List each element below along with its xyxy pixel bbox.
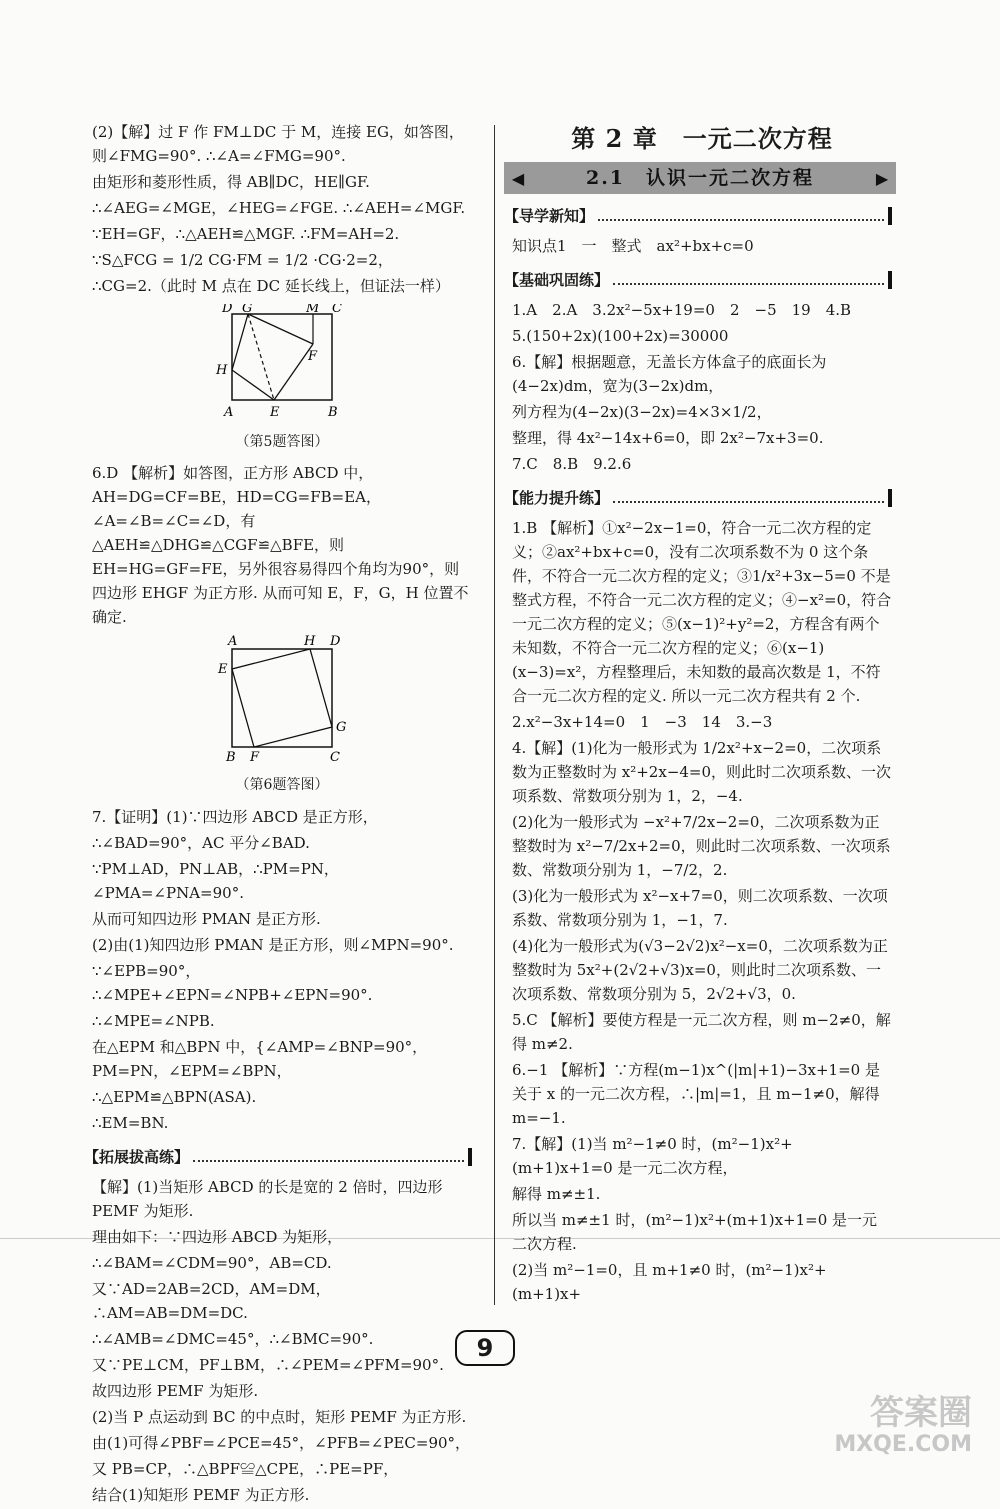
left-column <box>84 120 472 1509</box>
basic-line: 7.C 8.B 9.2.6 <box>512 455 632 474</box>
adv-line: (3)化为一般形式为 x²−x+7=0，则二次项系数、一次项系数、常数项分别为 1，−1，7. <box>512 887 888 930</box>
basic-line: 1.A 2.A 3.2x²−5x+19=0 2 −5 19 4.B <box>512 301 852 320</box>
fig6-label: A <box>228 635 238 650</box>
q5-line: ∵S△FCG = 1/2 CG·FM = 1/2 ·CG·2=2， <box>92 251 393 269</box>
q7-line: ∴EM=BN. <box>92 1113 169 1132</box>
q7-line: ∴△EPM≌△BPN(ASA). <box>92 1087 257 1106</box>
q7-line: 在△EPM 和△BPN 中，{∠AMP=∠BNP=90°，PM=PN，∠EPM=∠BPN， <box>92 1037 428 1080</box>
ext-line: 【解】(1)当矩形 ABCD 的长是宽的 2 倍时，四边形 PEMF 为矩形. <box>92 1177 443 1220</box>
section-title-bar <box>504 162 896 194</box>
right-arrow-icon: ▶ <box>875 168 889 188</box>
basic-line: 整理，得 4x²−14x+6=0，即 2x²−7x+3=0. <box>512 429 824 448</box>
q7-line: (2)由(1)知四边形 PMAN 是正方形，则∠MPN=90°. <box>92 935 454 954</box>
fig6-label: D <box>330 635 341 650</box>
adv-line: 6.−1 【解析】∵方程(m−1)x^(|m|+1)−3x+1=0 是关于 x 的一元二次方程，∴|m|=1，且 m−1≠0，解得 m=−1. <box>512 1061 880 1128</box>
adv-line: 7.【解】(1)当 m²−1≠0 时，(m²−1)x²+(m+1)x+1=0 是一元二次方程， <box>512 1135 793 1178</box>
fig5-label: F <box>308 349 318 364</box>
q6-text: 6.D 【解析】如答图，正方形 ABCD 中，AH=DG=CF=BE，HD=CG=FB=EA，∠A=∠B=∠C=∠D，有△AEH≌△DHG≌△CGF≌△BFE，则 EH=HG=GF=FE，另外很容易得四个角均为90°，则四边形 EHGF 为正方形. 从而可知 E，F，G，H 位置不确定. <box>92 464 469 627</box>
section-end-bar <box>888 271 892 289</box>
knowledge-point: 知识点1 一 整式 ax²+bx+c=0 <box>512 237 754 256</box>
q7-line: ∴∠MPE=∠NPB. <box>92 1011 215 1030</box>
q7-line: 7.【证明】(1)∵四边形 ABCD 是正方形， <box>92 807 378 826</box>
adv-line: 解得 m≠±1. <box>512 1185 601 1204</box>
watermark <box>834 1395 972 1457</box>
section-end-bar <box>468 1148 472 1166</box>
section-title: 2.1 认识一元二次方程 <box>585 167 815 190</box>
section-label: 【导学新知】 <box>504 207 595 226</box>
watermark-text: 答案圈 <box>870 1393 972 1434</box>
q7-line: ∴∠BAD=90°，AC 平分∠BAD. <box>92 833 310 852</box>
section-end-bar <box>888 489 892 507</box>
ext-line: 理由如下：∵四边形 ABCD 为矩形， <box>92 1227 343 1246</box>
column-divider <box>494 125 495 1305</box>
dotted-rule <box>613 489 884 503</box>
adv-line: (4)化为一般形式为(√3−2√2)x²−x=0，二次项系数为正整数时为 5x²+(2√2+√3)x=0，则此时二次项系数、一次项系数、常数项分别为 5，2√2+√3，0. <box>512 937 888 1004</box>
adv-line: (2)当 m²−1=0，且 m+1≠0 时，(m²−1)x²+(m+1)x+ <box>512 1261 827 1304</box>
adv-line: 2.x²−3x+14=0 1 −3 14 3.−3 <box>512 713 773 732</box>
q5-line: (2)【解】过 F 作 FM⊥DC 于 M，连接 EG，如答图，则∠FMG=90°. ∴∠A=∠FMG=90°. <box>92 123 464 165</box>
q5-line: ∴∠AEG=∠MGE，∠HEG=∠FGE. ∴∠AEH=∠MGF. <box>92 199 466 217</box>
section-label: 【能力提升练】 <box>504 489 610 508</box>
section-header-basic <box>504 268 892 292</box>
fig5-label: E <box>270 405 280 420</box>
ext-line: 由(1)可得∠PBF=∠PCE=45°，∠PFB=∠PEC=90°， <box>92 1433 471 1452</box>
fig6-caption: （第6题答图） <box>235 777 329 794</box>
fig6-label: G <box>336 720 347 736</box>
ext-line: 结合(1)知矩形 PEMF 为正方形. <box>92 1485 310 1504</box>
ext-line: ∴∠BAM=∠CDM=90°，AB=CD. <box>92 1253 332 1272</box>
basic-line: 列方程为(4−2x)(3−2x)=4×3×1/2， <box>512 403 772 422</box>
basic-line: 5.(150+2x)(100+2x)=30000 <box>512 327 729 346</box>
section-end-bar <box>888 207 892 225</box>
adv-line: (2)化为一般形式为 −x²+7/2x−2=0，二次项系数为正整数时为 x²−7/2x+2=0，则此时二次项系数、一次项系数、常数项分别为 1，−7/2，2. <box>512 813 891 880</box>
ext-line: ∴∠AMB=∠DMC=45°，∴∠BMC=90°. <box>92 1329 374 1348</box>
q5-line: ∴CG=2.（此时 M 点在 DC 延长线上，但证法一样） <box>92 277 450 295</box>
section-label: 【拓展拔高练】 <box>84 1147 190 1166</box>
fig5-caption: （第5题答图） <box>235 434 329 450</box>
adv-line: 所以当 m≠±1 时，(m²−1)x²+(m+1)x+1=0 是一元二次方程. <box>512 1211 878 1254</box>
page-number: 9 <box>455 1330 515 1366</box>
fig5-label: G <box>242 304 253 316</box>
adv-line: 4.【解】(1)化为一般形式为 1/2x²+x−2=0，二次项系数为正整数时为 x²+2x−4=0，则此时二次项系数、一次项系数、常数项分别为 1，2，−4. <box>512 739 892 806</box>
fig6-label: B <box>226 750 236 766</box>
fig5-label: H <box>216 363 228 378</box>
fig6-diagram <box>92 635 472 772</box>
fig6-label: H <box>304 635 316 650</box>
fig6-label: F <box>250 750 260 766</box>
section-header-extension <box>84 1145 472 1169</box>
section-label: 【基础巩固练】 <box>504 271 610 290</box>
ext-line: (2)当 P 点运动到 BC 的中点时，矩形 PEMF 为正方形. <box>92 1407 467 1426</box>
left-arrow-icon: ◀ <box>511 168 525 188</box>
q7-line: ∵∠EPB=90°，∴∠MPE+∠EPN=∠NPB+∠EPN=90°. <box>92 961 373 1004</box>
dotted-rule <box>613 271 884 285</box>
fig5-label: A <box>224 405 234 420</box>
adv-line: 1.B 【解析】①x²−2x−1=0，符合一元二次方程的定义；②ax²+bx+c=0，没有二次项系数不为 0 这个条件，不符合一元二次方程的定义；③1/x²+3x−5=0 不是整式方程，不符合一元二次方程的定义；④−x²=0，符合一元二次方程的定义；⑤(x−1)²+y²=2，方程含有两个未知数，不符合一元二次方程的定义；⑥(x−1)(x−3)=x²，方程整理后，未知数的最高次数是 1，不符合一元二次方程的定义. 所以一元二次方程共有 2 个. <box>512 519 892 706</box>
fig5-label: C <box>332 304 342 316</box>
ext-line: 又∵AD=2AB=2CD，AM=DM，∴AM=AB=DM=DC. <box>92 1279 331 1322</box>
fig5-label: B <box>328 405 338 420</box>
dotted-rule <box>193 1148 464 1162</box>
watermark-url: MXQE.COM <box>834 1431 972 1457</box>
q7-line: ∵PM⊥AD，PN⊥AB，∴PM=PN，∠PMA=∠PNA=90°. <box>92 859 339 902</box>
section-header-advanced <box>504 486 892 510</box>
basic-line: 6.【解】根据题意，无盖长方体盒子的底面长为(4−2x)dm，宽为(3−2x)dm， <box>512 353 827 396</box>
fig6-label: E <box>218 662 228 678</box>
fig5-label: D <box>222 304 233 316</box>
q5-line: 由矩形和菱形性质，得 AB∥DC，HE∥GF. <box>92 173 370 191</box>
fig6-label: C <box>330 750 340 766</box>
fig5-label: M <box>306 304 320 316</box>
ext-line: 故四边形 PEMF 为矩形. <box>92 1381 259 1400</box>
fig5-diagram <box>92 304 472 429</box>
ext-line: 又 PB=CP，∴△BPF≌△CPE，∴PE=PF， <box>92 1459 399 1478</box>
ext-line: 又∵PE⊥CM，PF⊥BM，∴∠PEM=∠PFM=90°. <box>92 1355 444 1374</box>
adv-line: 5.C 【解析】要使方程是一元二次方程，则 m−2≠0，解得 m≠2. <box>512 1011 891 1054</box>
dotted-rule <box>598 207 884 221</box>
right-column <box>504 120 892 1308</box>
q7-line: 从而可知四边形 PMAN 是正方形. <box>92 909 321 928</box>
chapter-title: 第 2 章 一元二次方程 <box>571 124 833 153</box>
section-header-guide <box>504 204 892 228</box>
q5-line: ∵EH=GF，∴△AEH≌△MGF. ∴FM=AH=2. <box>92 225 400 243</box>
